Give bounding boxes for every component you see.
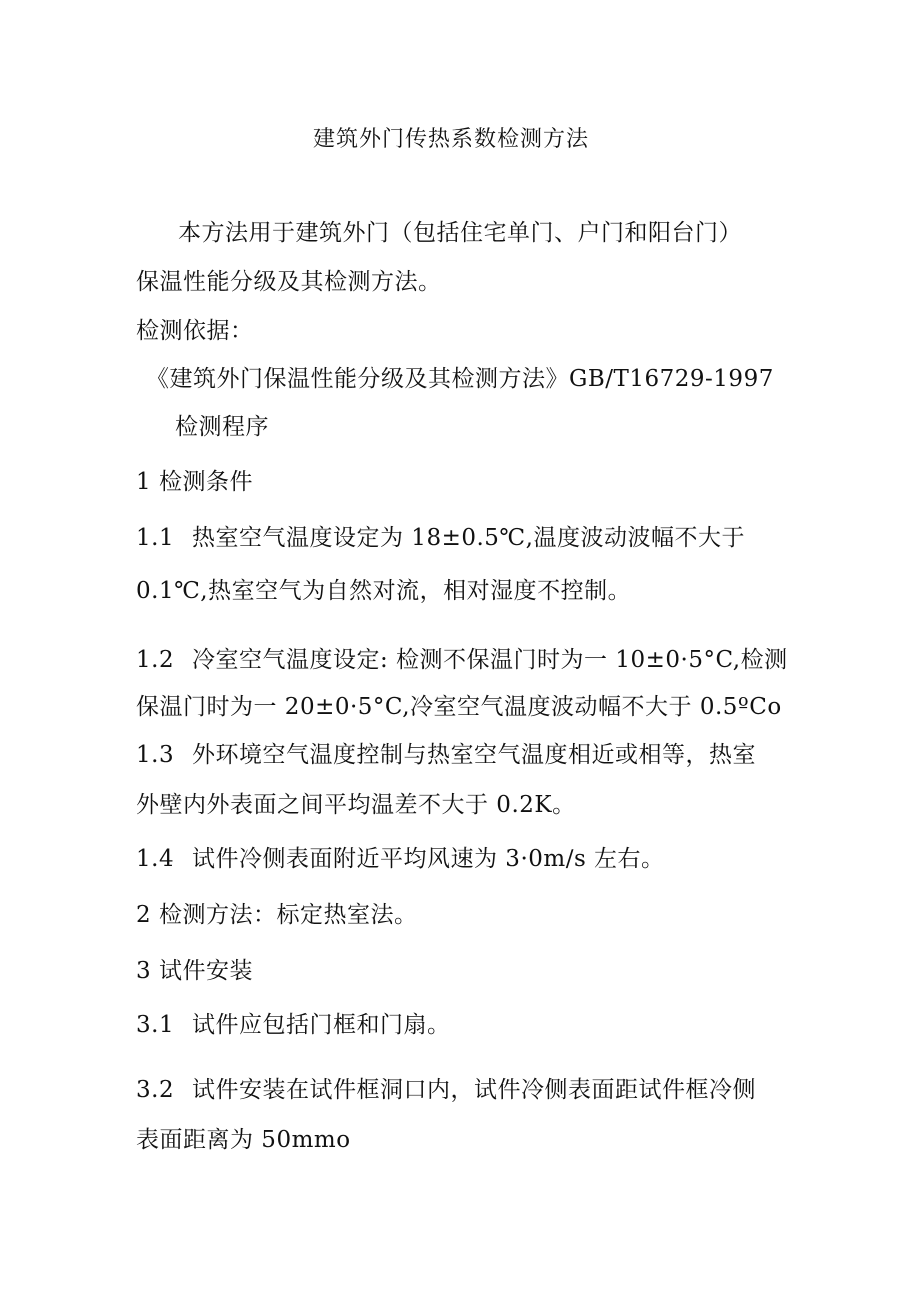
item-1-2-line-2: 保温门时为一 20±0·5°C,冷室空气温度波动幅不大于 0.5ºCo (136, 694, 782, 720)
item-3-2-line-2: 表面距离为 50mmo (136, 1127, 351, 1153)
section-1-heading: 1 检测条件 (136, 469, 253, 495)
item-1-2-number: 1.2 (136, 647, 175, 673)
item-1-3-line-1 (136, 740, 756, 770)
item-3-1-text: 试件应包括门框和门扇。 (192, 1012, 451, 1038)
item-3-1-number: 3.1 (136, 1012, 175, 1038)
item-1-1-line-2: 0.1℃,热室空气为自然对流，相对湿度不控制。 (136, 578, 632, 604)
intro-paragraph-line-1: 本方法用于建筑外门（包括住宅单门、户门和阳台门） (178, 220, 742, 246)
item-3-2-number: 3.2 (136, 1077, 175, 1103)
basis-label: 检测依据： (136, 318, 254, 344)
item-1-1-number: 1.1 (136, 525, 175, 551)
item-1-3-line-2: 外壁内外表面之间平均温差不大于 0.2K。 (136, 792, 576, 818)
item-1-2-line-1 (136, 645, 788, 675)
item-1-3-number: 1.3 (136, 742, 175, 768)
basis-reference: 《建筑外门保温性能分级及其检测方法》GB/T16729-1997 (146, 366, 774, 392)
item-3-1-line-1 (136, 1010, 451, 1040)
item-1-1-line-1 (136, 523, 745, 553)
section-3-heading: 3 试件安装 (136, 958, 253, 984)
section-2-heading: 2 检测方法：标定热室法。 (136, 902, 418, 928)
item-1-1-text: 热室空气温度设定为 18±0.5℃,温度波动波幅不大于 (192, 525, 745, 551)
item-1-4-line-1 (136, 844, 665, 874)
item-1-3-text: 外环境空气温度控制与热室空气温度相近或相等，热室 (192, 742, 756, 768)
document-title: 建筑外门传热系数检测方法 (313, 127, 590, 152)
item-3-2-text: 试件安装在试件框洞口内，试件冷侧表面距试件框冷侧 (192, 1077, 756, 1103)
procedure-label: 检测程序 (175, 414, 269, 440)
item-1-4-text: 试件冷侧表面附近平均风速为 3·0m∕s 左右。 (192, 846, 665, 872)
intro-paragraph-line-2: 保温性能分级及其检测方法。 (136, 269, 442, 295)
item-1-4-number: 1.4 (136, 846, 175, 872)
item-1-2-text: 冷室空气温度设定: 检测不保温门时为一 10±0·5°C,检测 (192, 647, 788, 673)
item-3-2-line-1 (136, 1075, 756, 1105)
